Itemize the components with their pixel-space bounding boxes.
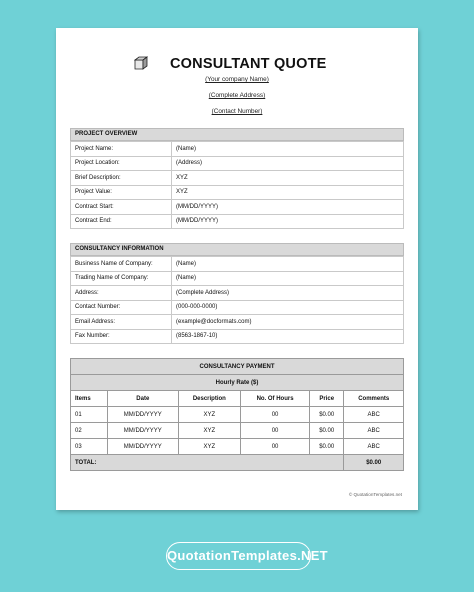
field-label: Contract Start: — [71, 200, 172, 215]
column-header: Comments — [344, 391, 404, 407]
payment-cell: 01 — [71, 407, 108, 423]
section-heading: PROJECT OVERVIEW — [70, 128, 404, 141]
payment-cell: XYZ — [178, 439, 241, 455]
project-overview-row — [71, 214, 404, 229]
payment-cell: 03 — [71, 439, 108, 455]
consultancy-payment-section — [70, 358, 404, 471]
field-value: (MM/DD/YYYY) — [172, 214, 404, 229]
payment-cell: MM/DD/YYYY — [108, 439, 178, 455]
column-header: No. Of Hours — [241, 391, 310, 407]
page-title: CONSULTANT QUOTE — [170, 56, 327, 72]
field-label: Address: — [71, 286, 172, 301]
consultancy-payment-table — [70, 358, 404, 471]
consultancy-information-row — [71, 300, 404, 315]
payment-heading: CONSULTANCY PAYMENT — [71, 359, 404, 375]
payment-cell: 00 — [241, 423, 310, 439]
document-page — [56, 28, 418, 510]
project-overview-row — [71, 200, 404, 215]
field-value: (MM/DD/YYYY) — [172, 200, 404, 215]
company-name: (Your company Name) — [205, 76, 269, 83]
project-overview-row — [71, 185, 404, 200]
payment-column-header-row — [71, 391, 404, 407]
payment-cell: MM/DD/YYYY — [108, 407, 178, 423]
consultancy-information-section — [70, 243, 404, 344]
total-label: TOTAL: — [71, 455, 344, 471]
company-contact: (Contact Number) — [211, 108, 263, 115]
project-overview-row — [71, 156, 404, 171]
payment-cell: $0.00 — [310, 407, 344, 423]
field-value: (Name) — [172, 257, 404, 272]
column-header: Date — [108, 391, 178, 407]
field-label: Business Name of Company: — [71, 257, 172, 272]
column-header: Items — [71, 391, 108, 407]
payment-cell: ABC — [344, 439, 404, 455]
field-label: Fax Number: — [71, 329, 172, 344]
project-overview-row — [71, 171, 404, 186]
consultancy-information-row — [71, 286, 404, 301]
field-value: (000-000-0000) — [172, 300, 404, 315]
credit-text: © QuotationTemplates.net — [348, 492, 402, 497]
cube-icon — [134, 56, 148, 70]
field-label: Contract End: — [71, 214, 172, 229]
payment-cell: 02 — [71, 423, 108, 439]
field-value: (Complete Address) — [172, 286, 404, 301]
payment-row — [71, 423, 404, 439]
column-header: Description — [178, 391, 241, 407]
column-header: Price — [310, 391, 344, 407]
total-value: $0.00 — [344, 455, 404, 471]
hourly-rate-heading: Hourly Rate ($) — [71, 375, 404, 391]
payment-cell: MM/DD/YYYY — [108, 423, 178, 439]
field-value: XYZ — [172, 171, 404, 186]
field-label: Project Location: — [71, 156, 172, 171]
payment-row — [71, 407, 404, 423]
consultancy-information-row — [71, 329, 404, 344]
payment-cell: XYZ — [178, 407, 241, 423]
payment-cell: 00 — [241, 407, 310, 423]
consultancy-information-row — [71, 257, 404, 272]
payment-cell: 00 — [241, 439, 310, 455]
payment-cell: ABC — [344, 423, 404, 439]
field-value: (Name) — [172, 142, 404, 157]
field-label: Project Value: — [71, 185, 172, 200]
brand-badge: QuotationTemplates.NET — [166, 542, 311, 570]
field-value: (8563-1867-10) — [172, 329, 404, 344]
payment-cell: $0.00 — [310, 439, 344, 455]
field-value: (Address) — [172, 156, 404, 171]
section-heading: CONSULTANCY INFORMATION — [70, 243, 404, 256]
payment-cell: ABC — [344, 407, 404, 423]
consultancy-information-row — [71, 271, 404, 286]
payment-cell: XYZ — [178, 423, 241, 439]
payment-row — [71, 439, 404, 455]
field-label: Trading Name of Company: — [71, 271, 172, 286]
field-value: (example@docformats.com) — [172, 315, 404, 330]
field-label: Project Name: — [71, 142, 172, 157]
project-overview-section — [70, 128, 404, 229]
payment-cell: $0.00 — [310, 423, 344, 439]
company-address: (Complete Address) — [208, 92, 266, 99]
field-label: Email Address: — [71, 315, 172, 330]
field-value: (Name) — [172, 271, 404, 286]
field-label: Brief Description: — [71, 171, 172, 186]
field-label: Contact Number: — [71, 300, 172, 315]
project-overview-row — [71, 142, 404, 157]
consultancy-information-table — [70, 256, 404, 344]
project-overview-table — [70, 141, 404, 229]
consultancy-information-row — [71, 315, 404, 330]
total-row — [71, 455, 404, 471]
field-value: XYZ — [172, 185, 404, 200]
